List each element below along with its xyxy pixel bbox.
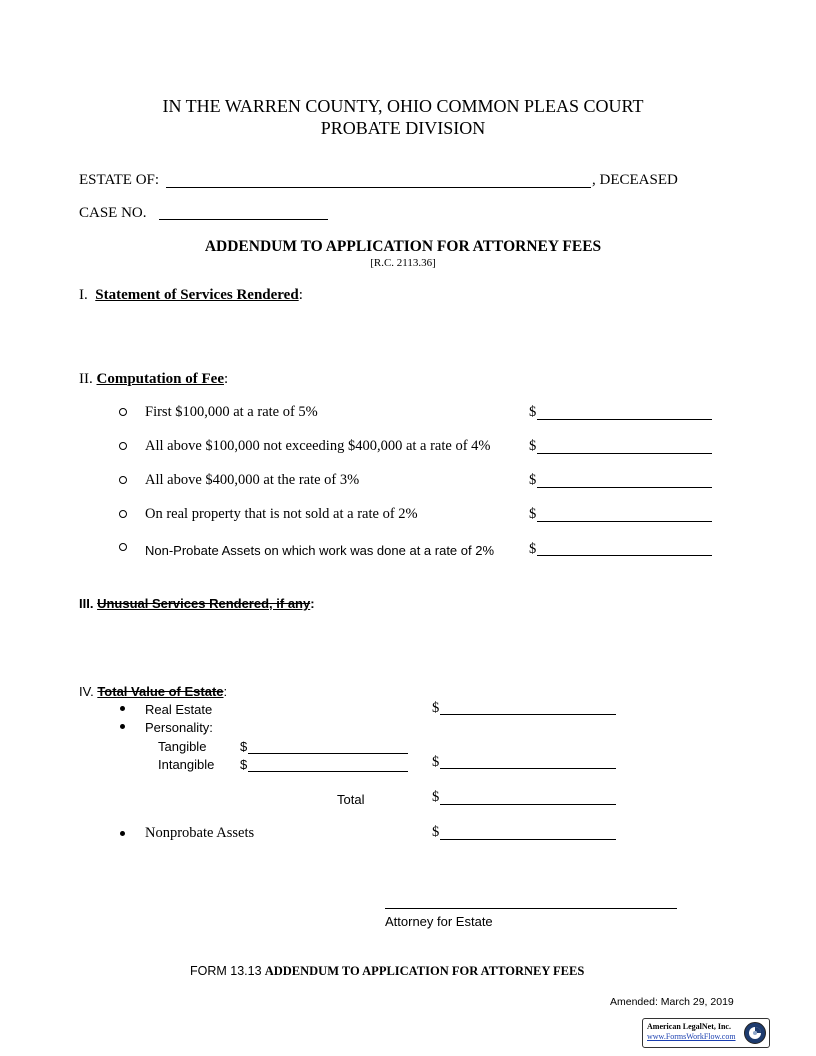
- fee-item-label: All above $400,000 at the rate of 3%: [145, 472, 360, 488]
- section-2-title: Computation of Fee: [96, 371, 224, 387]
- tangible-dollar: $: [240, 739, 248, 754]
- intangible-label: Intangible: [158, 757, 215, 772]
- footer-form-title: ADDENDUM TO APPLICATION FOR ATTORNEY FEES: [264, 964, 585, 978]
- section-3-number: III.: [79, 596, 94, 611]
- deceased-label: , DECEASED: [592, 172, 678, 188]
- division-heading: PROBATE DIVISION: [320, 118, 486, 138]
- real-estate-dollar: $: [432, 700, 440, 716]
- real-estate-bullet: [120, 706, 125, 711]
- fee-item-label: On real property that is not sold at a rate of 2%: [145, 506, 418, 522]
- section-2-colon: :: [224, 371, 229, 387]
- personality-label: Personality:: [145, 720, 213, 735]
- total-label: Total: [337, 792, 365, 807]
- fee-item-dollar: $: [529, 472, 537, 488]
- attorney-signature-label: Attorney for Estate: [385, 914, 493, 929]
- fee-item-bullet: [119, 442, 127, 450]
- footer-form-number: FORM 13.13: [190, 964, 262, 978]
- publisher-logo: [642, 1018, 770, 1048]
- section-4-title: Total Value of Estate: [97, 684, 224, 699]
- attorney-signature-line[interactable]: [385, 908, 677, 909]
- intangible-amount-field[interactable]: [248, 771, 408, 772]
- estate-label: ESTATE OF:: [79, 172, 160, 188]
- real-estate-label: Real Estate: [145, 702, 213, 717]
- nonprobate-bullet: [120, 831, 125, 836]
- fee-item-bullet: [119, 476, 127, 484]
- nonprobate-dollar: $: [432, 824, 440, 840]
- footer-form-line: [190, 964, 584, 979]
- fee-item-dollar: $: [529, 541, 537, 557]
- fee-item-amount-field[interactable]: [537, 419, 712, 420]
- case-no-field[interactable]: [159, 219, 328, 220]
- amended-date: Amended: March 29, 2019: [610, 996, 734, 1008]
- fee-item-label: Non-Probate Assets on which work was done at a rate of 2%: [145, 543, 495, 558]
- publisher-globe-icon: [743, 1021, 767, 1045]
- court-heading: IN THE WARREN COUNTY, OHIO COMMON PLEAS COURT: [162, 96, 644, 116]
- section-1-number: I.: [79, 287, 88, 303]
- form-title: ADDENDUM TO APPLICATION FOR ATTORNEY FEES: [204, 238, 602, 255]
- publisher-website: www.FormsWorkFlow.com: [647, 1032, 736, 1041]
- fee-item-bullet: [119, 408, 127, 416]
- personality-amount-field[interactable]: [440, 768, 616, 769]
- personality-dollar: $: [432, 754, 440, 770]
- personality-bullet: [120, 724, 125, 729]
- section-3-colon: :: [310, 596, 315, 611]
- fee-item-amount-field[interactable]: [537, 555, 712, 556]
- section-2-heading: [79, 371, 228, 388]
- section-3-heading: [79, 596, 315, 611]
- section-3-title: Unusual Services Rendered, if any: [97, 596, 311, 611]
- section-4-colon: :: [223, 684, 228, 699]
- section-4-number: IV.: [79, 684, 94, 699]
- fee-item-label: First $100,000 at a rate of 5%: [145, 404, 318, 420]
- tangible-amount-field[interactable]: [248, 753, 408, 754]
- intangible-dollar: $: [240, 757, 248, 772]
- fee-item-bullet: [119, 543, 127, 551]
- estate-name-field[interactable]: [166, 187, 591, 188]
- statute-reference: [R.C. 2113.36]: [370, 257, 436, 269]
- case-no-label: CASE NO.: [79, 205, 147, 221]
- fee-item-amount-field[interactable]: [537, 487, 712, 488]
- section-2-number: II.: [79, 371, 93, 387]
- tangible-label: Tangible: [158, 739, 207, 754]
- nonprobate-amount-field[interactable]: [440, 839, 616, 840]
- section-1-colon: :: [298, 287, 303, 303]
- publisher-name: American LegalNet, Inc.: [647, 1022, 731, 1031]
- fee-item-dollar: $: [529, 404, 537, 420]
- section-4-heading: [79, 684, 227, 699]
- nonprobate-label: Nonprobate Assets: [145, 825, 255, 841]
- total-amount-field[interactable]: [440, 804, 616, 805]
- fee-item-bullet: [119, 510, 127, 518]
- section-1-heading: [79, 287, 303, 304]
- section-1-title: Statement of Services Rendered: [95, 287, 299, 303]
- total-dollar: $: [432, 789, 440, 805]
- real-estate-amount-field[interactable]: [440, 714, 616, 715]
- fee-item-amount-field[interactable]: [537, 453, 712, 454]
- fee-item-dollar: $: [529, 506, 537, 522]
- fee-item-label: All above $100,000 not exceeding $400,000 at a rate of 4%: [145, 438, 491, 454]
- fee-item-dollar: $: [529, 438, 537, 454]
- fee-item-amount-field[interactable]: [537, 521, 712, 522]
